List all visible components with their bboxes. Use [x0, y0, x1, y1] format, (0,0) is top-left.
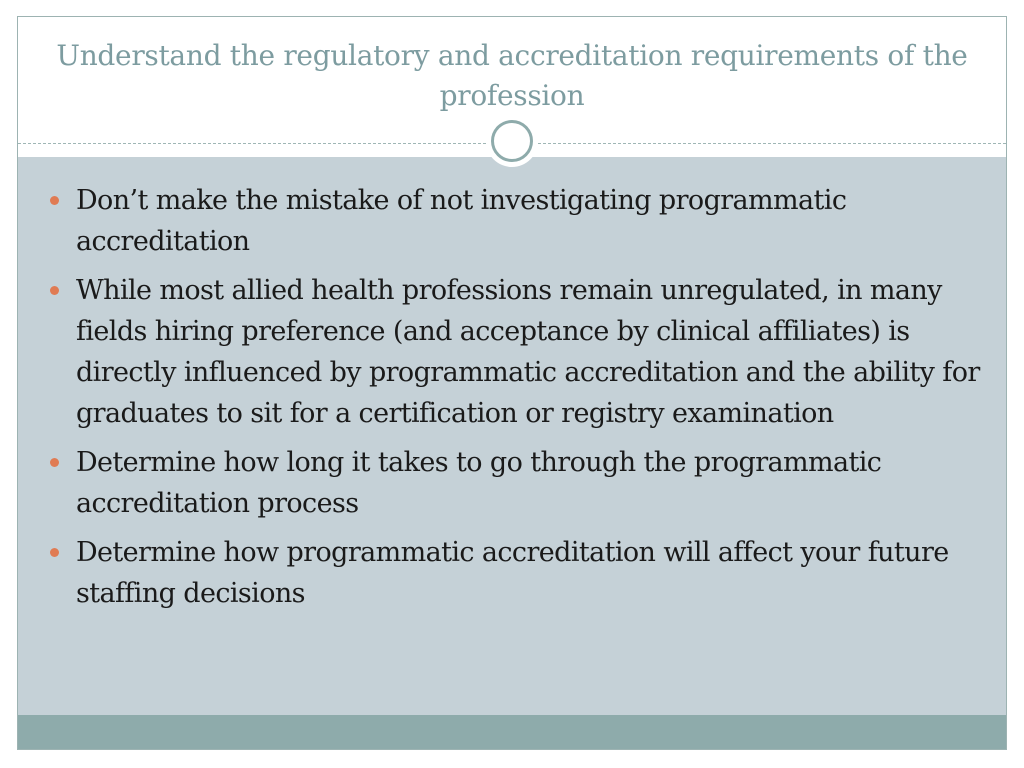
- slide: [17, 16, 1007, 750]
- bullet-text: Determine how long it takes to go through the programmatic accreditation process: [76, 447, 882, 519]
- ring-ornament-icon: [491, 120, 533, 162]
- slide-title: Understand the regulatory and accreditation requirements of the profession: [56, 39, 968, 112]
- bullet-item: [50, 270, 980, 434]
- bullet-item: [50, 180, 980, 262]
- bullet-text: While most allied health professions remain unregulated, in many fields hiring preference (and acceptance by clinical affiliates) is directly influenced by programmatic accreditation and the ability for graduates to sit for a certification or registry examination: [76, 275, 980, 429]
- filled-circle-bullet-icon: [50, 458, 59, 467]
- filled-circle-bullet-icon: [50, 286, 59, 295]
- bullet-item: [50, 532, 980, 614]
- filled-circle-bullet-icon: [50, 196, 59, 205]
- bullet-item: [50, 442, 980, 524]
- bullet-text: Don’t make the mistake of not investigating programmatic accreditation: [76, 185, 847, 257]
- bullet-list: [50, 180, 980, 622]
- footer-band: [18, 715, 1006, 749]
- bullet-text: Determine how programmatic accreditation will affect your future staffing decisions: [76, 537, 949, 609]
- filled-circle-bullet-icon: [50, 548, 59, 557]
